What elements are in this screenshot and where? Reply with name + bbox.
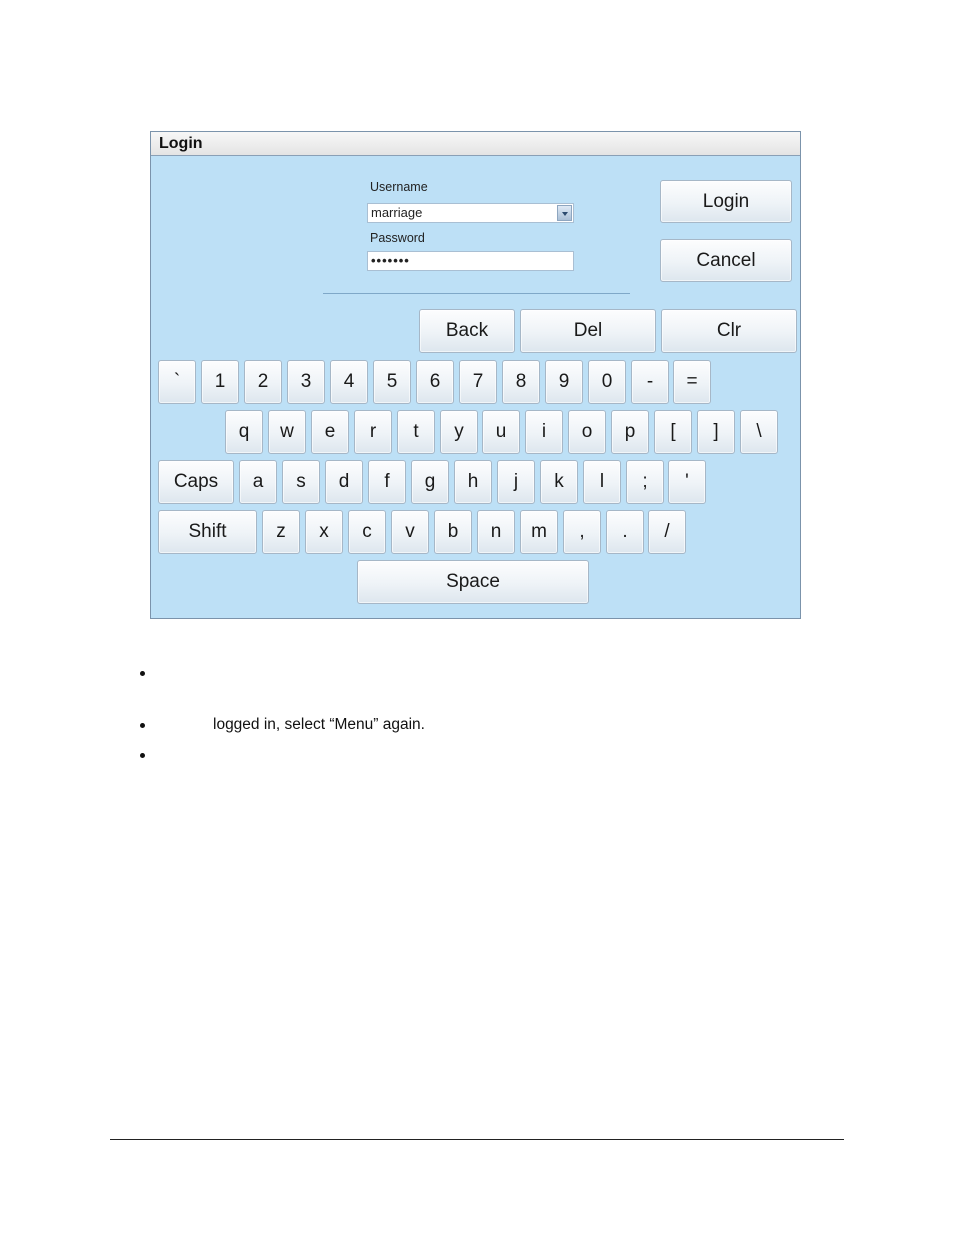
- key[interactable]: 8: [502, 360, 540, 404]
- footer-divider: [110, 1139, 844, 1140]
- key[interactable]: g: [411, 460, 449, 504]
- key[interactable]: j: [497, 460, 535, 504]
- key[interactable]: r: [354, 410, 392, 454]
- key[interactable]: \: [740, 410, 778, 454]
- bullet-icon: [140, 723, 145, 728]
- key[interactable]: k: [540, 460, 578, 504]
- key[interactable]: b: [434, 510, 472, 554]
- key[interactable]: q: [225, 410, 263, 454]
- key[interactable]: 0: [588, 360, 626, 404]
- list-item: [140, 664, 840, 684]
- key[interactable]: 6: [416, 360, 454, 404]
- key[interactable]: p: [611, 410, 649, 454]
- key[interactable]: 9: [545, 360, 583, 404]
- key[interactable]: z: [262, 510, 300, 554]
- key[interactable]: 5: [373, 360, 411, 404]
- key[interactable]: n: [477, 510, 515, 554]
- divider: [323, 293, 630, 294]
- username-dropdown[interactable]: [367, 203, 574, 223]
- key[interactable]: u: [482, 410, 520, 454]
- key[interactable]: ,: [563, 510, 601, 554]
- key[interactable]: d: [325, 460, 363, 504]
- key[interactable]: f: [368, 460, 406, 504]
- key[interactable]: s: [282, 460, 320, 504]
- key[interactable]: c: [348, 510, 386, 554]
- key[interactable]: 2: [244, 360, 282, 404]
- key[interactable]: .: [606, 510, 644, 554]
- key-shift[interactable]: Shift: [158, 510, 257, 554]
- bullet-icon: [140, 753, 145, 758]
- key[interactable]: `: [158, 360, 196, 404]
- key[interactable]: o: [568, 410, 606, 454]
- key[interactable]: 4: [330, 360, 368, 404]
- chevron-down-icon[interactable]: [557, 205, 572, 221]
- dialog-title: Login: [151, 132, 800, 156]
- list-item: [140, 716, 840, 736]
- key[interactable]: [: [654, 410, 692, 454]
- login-button[interactable]: Login: [660, 180, 792, 223]
- key-del[interactable]: Del: [520, 309, 656, 353]
- key[interactable]: w: [268, 410, 306, 454]
- key[interactable]: /: [648, 510, 686, 554]
- key[interactable]: 3: [287, 360, 325, 404]
- key[interactable]: 7: [459, 360, 497, 404]
- username-label: Username: [370, 180, 428, 194]
- key[interactable]: v: [391, 510, 429, 554]
- key[interactable]: 1: [201, 360, 239, 404]
- key[interactable]: a: [239, 460, 277, 504]
- cancel-button[interactable]: Cancel: [660, 239, 792, 282]
- login-dialog: [150, 131, 801, 619]
- key[interactable]: y: [440, 410, 478, 454]
- key-clr[interactable]: Clr: [661, 309, 797, 353]
- password-label: Password: [370, 231, 425, 245]
- key[interactable]: t: [397, 410, 435, 454]
- key[interactable]: h: [454, 460, 492, 504]
- password-field[interactable]: •••••••: [367, 251, 574, 271]
- key[interactable]: i: [525, 410, 563, 454]
- key-back[interactable]: Back: [419, 309, 515, 353]
- list-item: [140, 746, 840, 766]
- key[interactable]: x: [305, 510, 343, 554]
- key[interactable]: ]: [697, 410, 735, 454]
- key-space[interactable]: Space: [357, 560, 589, 604]
- key[interactable]: ': [668, 460, 706, 504]
- key[interactable]: l: [583, 460, 621, 504]
- username-value: marriage: [371, 205, 423, 220]
- key[interactable]: m: [520, 510, 558, 554]
- list-item-text: logged in, select “Menu” again.: [213, 716, 425, 733]
- key[interactable]: ;: [626, 460, 664, 504]
- key[interactable]: =: [673, 360, 711, 404]
- key[interactable]: -: [631, 360, 669, 404]
- bullet-icon: [140, 671, 145, 676]
- key[interactable]: e: [311, 410, 349, 454]
- key-caps[interactable]: Caps: [158, 460, 234, 504]
